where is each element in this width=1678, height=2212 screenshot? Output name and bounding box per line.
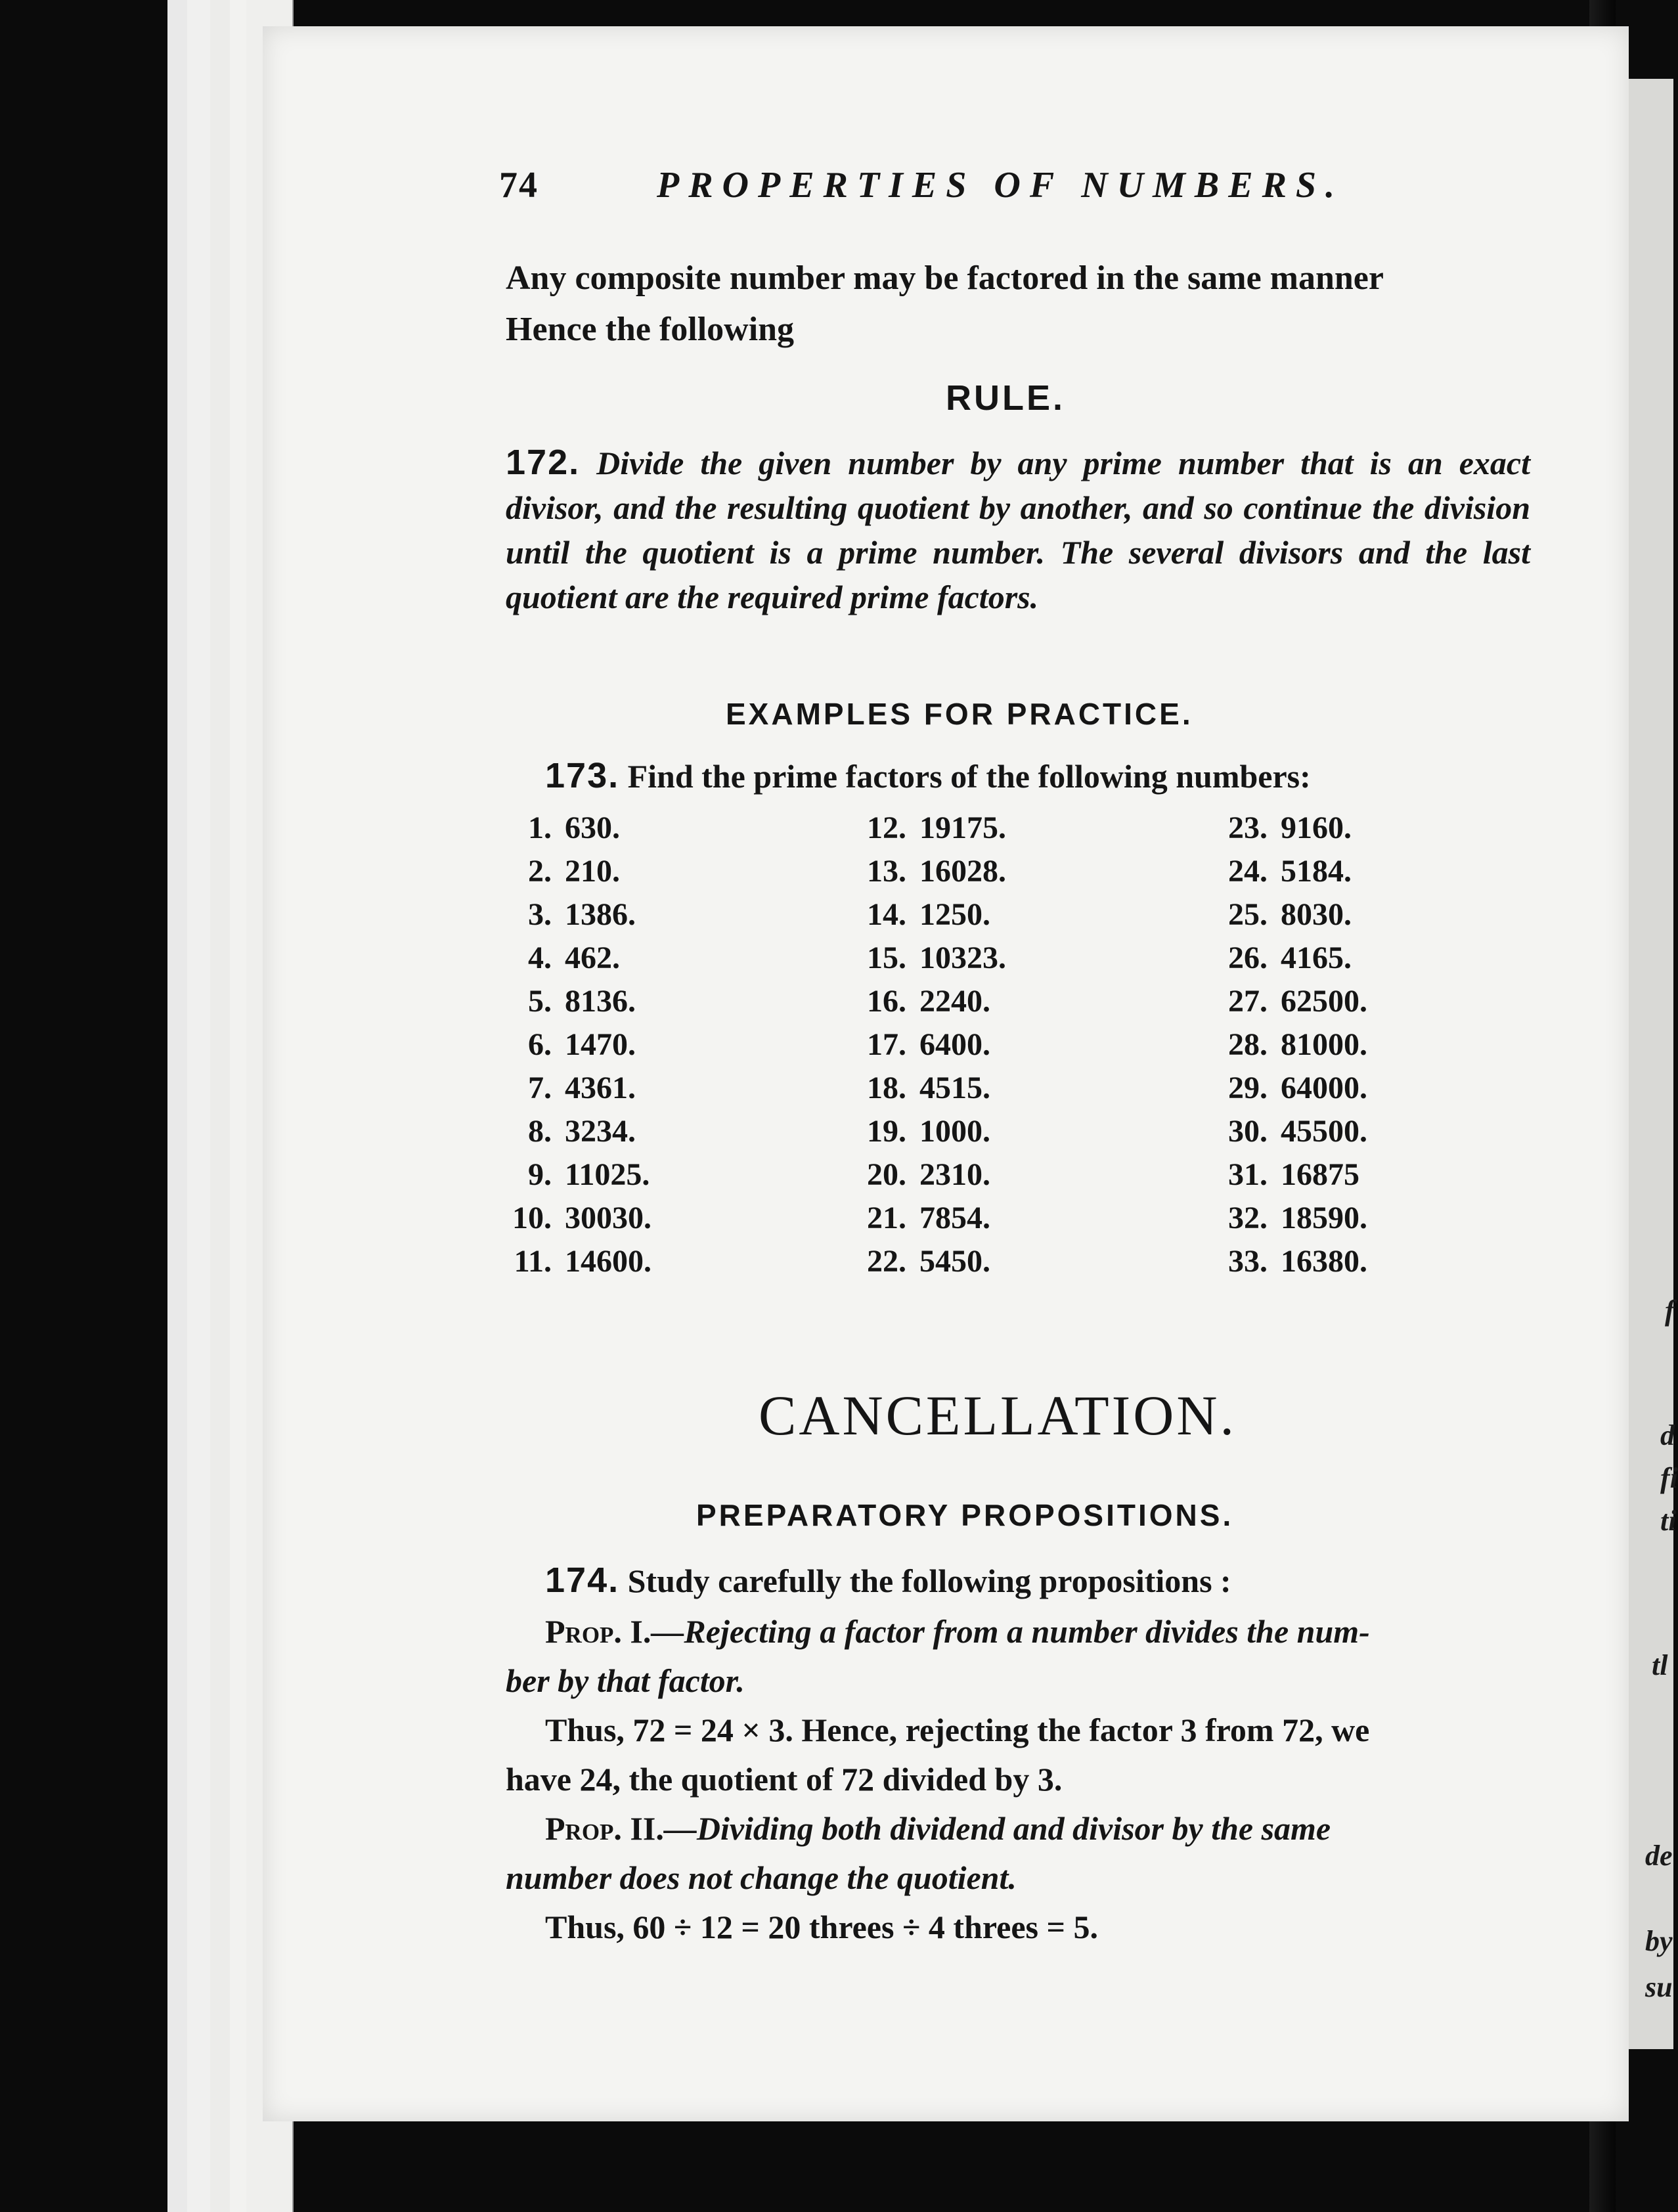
example-item bbox=[1205, 807, 1481, 850]
example-item bbox=[844, 1153, 1120, 1197]
example-item bbox=[844, 1023, 1120, 1067]
example-item bbox=[844, 1067, 1120, 1110]
example-item bbox=[1205, 1153, 1481, 1197]
example-item bbox=[489, 937, 765, 980]
example-value: 1470. bbox=[565, 1027, 636, 1062]
example-number: 31. bbox=[1228, 1157, 1268, 1192]
example-value: 7854. bbox=[919, 1201, 990, 1235]
example-value: 16028. bbox=[919, 854, 1006, 889]
example-item bbox=[489, 1240, 765, 1283]
example-number: 8. bbox=[528, 1114, 552, 1149]
example-item bbox=[489, 1023, 765, 1067]
examples-column bbox=[1205, 807, 1481, 1283]
example-value: 2240. bbox=[919, 984, 990, 1019]
example-item bbox=[489, 980, 765, 1023]
facing-fragment: d bbox=[1660, 1419, 1675, 1451]
example-number: 29. bbox=[1228, 1071, 1268, 1105]
intro-line: Hence the following bbox=[506, 311, 795, 348]
example-item bbox=[1205, 1240, 1481, 1283]
example-value: 14600. bbox=[565, 1244, 651, 1279]
example-value: 4515. bbox=[919, 1071, 990, 1105]
example-number: 33. bbox=[1228, 1244, 1268, 1279]
section-number: 174. bbox=[545, 1560, 620, 1600]
example-value: 19175. bbox=[919, 810, 1006, 845]
example-number: 17. bbox=[867, 1027, 906, 1062]
example-item bbox=[844, 1240, 1120, 1283]
example-value: 8030. bbox=[1281, 897, 1352, 932]
example-number: 5. bbox=[528, 984, 552, 1019]
example-value: 4361. bbox=[565, 1071, 636, 1105]
example-value: 462. bbox=[565, 940, 620, 975]
example-value: 1000. bbox=[919, 1114, 990, 1149]
example-item bbox=[489, 893, 765, 937]
prop2-line bbox=[545, 1809, 1331, 1847]
facing-fragment: ti bbox=[1660, 1505, 1677, 1537]
example-item bbox=[489, 1153, 765, 1197]
example-value: 62500. bbox=[1281, 984, 1367, 1019]
example-number: 24. bbox=[1228, 854, 1268, 889]
prop-text: —Rejecting a factor from a number divides the num- bbox=[651, 1613, 1370, 1650]
facing-fragment: de bbox=[1645, 1840, 1673, 1872]
example-number: 19. bbox=[867, 1114, 906, 1149]
prop1-line bbox=[545, 1612, 1370, 1650]
example-value: 1386. bbox=[565, 897, 636, 932]
section-number: 173. bbox=[545, 756, 620, 795]
prop-text: —Dividing both dividend and divisor by the same bbox=[663, 1810, 1331, 1847]
example-item bbox=[1205, 850, 1481, 893]
example-value: 16380. bbox=[1281, 1244, 1367, 1279]
running-header bbox=[499, 164, 1344, 206]
example-number: 14. bbox=[867, 897, 906, 932]
example-number: 27. bbox=[1228, 984, 1268, 1019]
rule-text: Divide the given number by any prime number that is an exact divisor, and the resulting quotient by another, and so continue the division until the quotient is a prime number. The several divisors and the last quotient are the required prime factors. bbox=[506, 445, 1531, 615]
prop-label: Prop. II. bbox=[545, 1810, 664, 1847]
instruction-text: Study carefully the following propositions : bbox=[627, 1562, 1231, 1599]
facing-fragment: f bbox=[1665, 1294, 1675, 1327]
example-value: 45500. bbox=[1281, 1114, 1367, 1149]
prop2-line: number does not change the quotient. bbox=[506, 1859, 1017, 1896]
example-number: 1. bbox=[528, 810, 552, 845]
example-item bbox=[844, 980, 1120, 1023]
examples-heading: EXAMPLES FOR PRACTICE. bbox=[726, 697, 1193, 731]
example-value: 11025. bbox=[565, 1157, 650, 1192]
prop2-example: Thus, 60 ÷ 12 = 20 threes ÷ 4 threes = 5. bbox=[545, 1909, 1098, 1945]
example-value: 16875 bbox=[1281, 1157, 1359, 1192]
example-value: 3234. bbox=[565, 1114, 636, 1149]
examples-column bbox=[844, 807, 1120, 1283]
example-number: 11. bbox=[514, 1244, 552, 1279]
example-item bbox=[1205, 1197, 1481, 1240]
propositions-intro bbox=[545, 1560, 1231, 1601]
example-number: 21. bbox=[867, 1201, 906, 1235]
example-number: 22. bbox=[867, 1244, 906, 1279]
example-item bbox=[844, 850, 1120, 893]
example-number: 13. bbox=[867, 854, 906, 889]
example-value: 5184. bbox=[1281, 854, 1352, 889]
running-title: PROPERTIES OF NUMBERS. bbox=[657, 165, 1344, 206]
intro-text bbox=[506, 253, 1384, 355]
example-number: 4. bbox=[528, 940, 552, 975]
example-value: 4165. bbox=[1281, 940, 1352, 975]
example-number: 20. bbox=[867, 1157, 906, 1192]
example-item bbox=[844, 1110, 1120, 1153]
example-item bbox=[489, 850, 765, 893]
section-number: 172. bbox=[506, 443, 581, 482]
example-number: 2. bbox=[528, 854, 552, 889]
example-number: 32. bbox=[1228, 1201, 1268, 1235]
example-item bbox=[1205, 1067, 1481, 1110]
intro-line: Any composite number may be factored in the same manner bbox=[506, 259, 1384, 297]
example-item bbox=[489, 1110, 765, 1153]
example-item bbox=[1205, 980, 1481, 1023]
example-value: 1250. bbox=[919, 897, 990, 932]
example-item bbox=[1205, 1023, 1481, 1067]
rule-paragraph bbox=[506, 440, 1530, 619]
example-item bbox=[844, 807, 1120, 850]
example-number: 12. bbox=[867, 810, 906, 845]
example-value: 18590. bbox=[1281, 1201, 1367, 1235]
example-number: 25. bbox=[1228, 897, 1268, 932]
examples-instruction bbox=[545, 755, 1311, 796]
facing-fragment: by bbox=[1645, 1925, 1673, 1957]
examples-column bbox=[489, 807, 765, 1283]
instruction-text: Find the prime factors of the following numbers: bbox=[627, 758, 1311, 795]
prop1-example: have 24, the quotient of 72 divided by 3. bbox=[506, 1761, 1063, 1798]
example-number: 6. bbox=[528, 1027, 552, 1062]
example-number: 3. bbox=[528, 897, 552, 932]
example-number: 28. bbox=[1228, 1027, 1268, 1062]
example-value: 10323. bbox=[919, 940, 1006, 975]
example-item bbox=[489, 807, 765, 850]
example-value: 8136. bbox=[565, 984, 636, 1019]
facing-fragment: tl bbox=[1652, 1649, 1668, 1681]
example-value: 2310. bbox=[919, 1157, 990, 1192]
example-item bbox=[1205, 937, 1481, 980]
facing-fragment: fi bbox=[1660, 1462, 1678, 1494]
example-number: 30. bbox=[1228, 1114, 1268, 1149]
example-item bbox=[489, 1197, 765, 1240]
example-value: 5450. bbox=[919, 1244, 990, 1279]
rule-heading: RULE. bbox=[946, 378, 1065, 418]
example-number: 16. bbox=[867, 984, 906, 1019]
example-number: 18. bbox=[867, 1071, 906, 1105]
example-value: 210. bbox=[565, 854, 620, 889]
example-item bbox=[844, 937, 1120, 980]
example-value: 6400. bbox=[919, 1027, 990, 1062]
example-number: 23. bbox=[1228, 810, 1268, 845]
subsection-title: PREPARATORY PROPOSITIONS. bbox=[696, 1498, 1234, 1532]
example-number: 7. bbox=[528, 1071, 552, 1105]
prop1-example: Thus, 72 = 24 × 3. Hence, rejecting the factor 3 from 72, we bbox=[545, 1712, 1370, 1748]
example-value: 81000. bbox=[1281, 1027, 1367, 1062]
prop-label: Prop. I. bbox=[545, 1613, 651, 1650]
example-number: 10. bbox=[512, 1201, 552, 1235]
prop1-line: ber by that factor. bbox=[506, 1662, 745, 1699]
example-value: 30030. bbox=[565, 1201, 651, 1235]
example-value: 630. bbox=[565, 810, 620, 845]
example-value: 64000. bbox=[1281, 1071, 1367, 1105]
example-item bbox=[844, 893, 1120, 937]
example-number: 9. bbox=[528, 1157, 552, 1192]
example-item bbox=[489, 1067, 765, 1110]
example-number: 26. bbox=[1228, 940, 1268, 975]
facing-fragment: su bbox=[1645, 1971, 1673, 2003]
example-item bbox=[1205, 893, 1481, 937]
page-number: 74 bbox=[499, 165, 539, 206]
example-item bbox=[1205, 1110, 1481, 1153]
example-number: 15. bbox=[867, 940, 906, 975]
section-title: CANCELLATION. bbox=[759, 1384, 1237, 1447]
example-item bbox=[844, 1197, 1120, 1240]
example-value: 9160. bbox=[1281, 810, 1352, 845]
